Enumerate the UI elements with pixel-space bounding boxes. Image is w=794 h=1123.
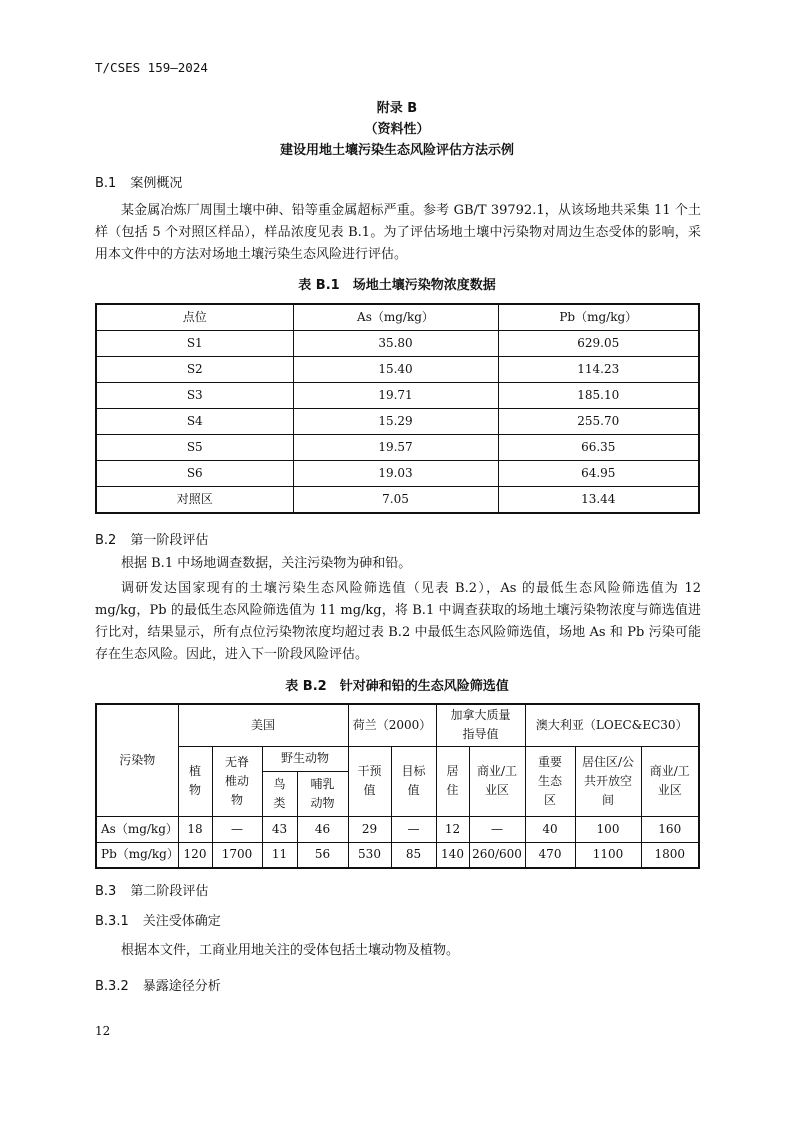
table-header-row xyxy=(96,304,699,331)
section-number: B.3.2 xyxy=(95,979,129,994)
header-residential: 居住 xyxy=(436,746,469,816)
table-cell: — xyxy=(391,816,436,842)
section-title: 第一阶段评估 xyxy=(130,533,209,548)
table-cell: 13.44 xyxy=(498,487,699,514)
table-cell: 43 xyxy=(262,816,297,842)
table-cell: 140 xyxy=(436,842,469,868)
header-intervention: 干预值 xyxy=(348,746,391,816)
table-cell: 7.05 xyxy=(293,487,498,514)
header-cell: Pb（mg/kg） xyxy=(498,304,699,331)
table-cell: S3 xyxy=(96,383,293,409)
section-title: 暴露途径分析 xyxy=(142,979,221,994)
table-cell: 12 xyxy=(436,816,469,842)
header-pollutant: 污染物 xyxy=(96,704,178,816)
table-caption: 表 B.1 场地土壤污染物浓度数据 xyxy=(298,278,496,293)
table-row xyxy=(96,816,699,842)
standard-number: T/CSES 159—2024 xyxy=(95,60,208,75)
section-heading-b31 xyxy=(95,910,221,929)
table-row xyxy=(96,383,699,409)
section-title: 第二阶段评估 xyxy=(130,884,209,899)
header-invertebrate: 无脊椎动物 xyxy=(212,746,262,816)
header-canada: 加拿大质量指导值 xyxy=(436,704,525,746)
table-cell: 对照区 xyxy=(96,487,293,514)
header-mammals: 哺乳动物 xyxy=(297,771,348,816)
section-heading-b3 xyxy=(95,880,208,899)
table-cell: 530 xyxy=(348,842,391,868)
section-title: 案例概况 xyxy=(130,176,183,191)
paragraph: 根据本文件，工商业用地关注的受体包括土壤动物及植物。 xyxy=(121,943,460,958)
table-cell: 1700 xyxy=(212,842,262,868)
table-cell: 18 xyxy=(178,816,212,842)
table-cell: S5 xyxy=(96,435,293,461)
screening-values-table xyxy=(95,703,700,869)
table-row xyxy=(96,409,699,435)
table-cell: 120 xyxy=(178,842,212,868)
header-eco-area: 重要生态区 xyxy=(525,746,575,816)
table-cell: 114.23 xyxy=(498,357,699,383)
table-cell: S6 xyxy=(96,461,293,487)
table-row xyxy=(96,842,699,868)
appendix-title: 建设用地土壤污染生态风险评估方法示例 xyxy=(279,143,514,158)
header-commercial-industrial: 商业/工业区 xyxy=(641,746,699,816)
table-cell: 85 xyxy=(391,842,436,868)
table-cell: 35.80 xyxy=(293,331,498,357)
table-cell: As（mg/kg） xyxy=(96,816,178,842)
table-cell: Pb（mg/kg） xyxy=(96,842,178,868)
table-cell: — xyxy=(469,816,525,842)
table-cell: 160 xyxy=(641,816,699,842)
paragraph: 调研发达国家现有的土壤污染生态风险筛选值（见表 B.2），As 的最低生态风险筛选值为 12 mg/kg，Pb 的最低生态风险筛选值为 11 mg/kg，将 B.1 中调查获取的场地土壤污染物浓度与筛选值进行比对，结果显示，所有点位污染物浓度均超过表 B.2 中最低生态风险筛选值，场地 As 和 Pb 污染可能存在生态风险。因此，进入下一阶段风险评估。 xyxy=(95,581,701,662)
header-cell: As（mg/kg） xyxy=(293,304,498,331)
table-cell: 629.05 xyxy=(498,331,699,357)
section-title: 关注受体确定 xyxy=(142,914,221,929)
table-cell: 11 xyxy=(262,842,297,868)
table-cell: 100 xyxy=(575,816,641,842)
table-cell: 15.29 xyxy=(293,409,498,435)
table-cell: 19.57 xyxy=(293,435,498,461)
table-cell: 66.35 xyxy=(498,435,699,461)
concentration-table xyxy=(95,303,700,514)
header-cell: 点位 xyxy=(96,304,293,331)
table-row xyxy=(96,487,699,514)
table-cell: 1100 xyxy=(575,842,641,868)
table-row xyxy=(96,461,699,487)
table-cell: 470 xyxy=(525,842,575,868)
section-number: B.3.1 xyxy=(95,914,129,929)
page-number: 12 xyxy=(95,1024,111,1038)
section-number: B.2 xyxy=(95,533,117,548)
table-cell: S2 xyxy=(96,357,293,383)
table-cell: — xyxy=(212,816,262,842)
table-cell: 46 xyxy=(297,816,348,842)
table-cell: S1 xyxy=(96,331,293,357)
table-cell: 40 xyxy=(525,816,575,842)
paragraph: 某金属冶炼厂周围土壤中砷、铅等重金属超标严重。参考 GB/T 39792.1，从该场地共采集 11 个土样（包括 5 个对照区样品），样品浓度见表 B.1。为了评估场地土壤中污染物对周边生态受体的影响，采用本文件中的方法对场地土壤污染生态风险进行评估。 xyxy=(95,203,701,262)
table-row xyxy=(96,435,699,461)
header-netherlands: 荷兰（2000） xyxy=(348,704,436,746)
table-cell: 29 xyxy=(348,816,391,842)
section-heading-b32 xyxy=(95,975,221,994)
table-row xyxy=(96,331,699,357)
appendix-nature: （资料性） xyxy=(364,122,430,137)
table-cell: 260/600 xyxy=(469,842,525,868)
table-cell: 19.71 xyxy=(293,383,498,409)
header-usa: 美国 xyxy=(178,704,348,746)
table-caption: 表 B.2 针对砷和铅的生态风险筛选值 xyxy=(285,679,509,694)
header-birds: 鸟类 xyxy=(262,771,297,816)
table-cell: 255.70 xyxy=(498,409,699,435)
table-cell: S4 xyxy=(96,409,293,435)
header-wildlife: 野生动物 xyxy=(262,746,348,771)
header-residential-public: 居住区/公共开放空间 xyxy=(575,746,641,816)
table-cell: 64.95 xyxy=(498,461,699,487)
table-row xyxy=(96,357,699,383)
table-cell: 15.40 xyxy=(293,357,498,383)
header-australia: 澳大利亚（LOEC&EC30） xyxy=(525,704,699,746)
table-cell: 56 xyxy=(297,842,348,868)
table-cell: 1800 xyxy=(641,842,699,868)
paragraph: 根据 B.1 中场地调查数据，关注污染物为砷和铅。 xyxy=(121,556,412,571)
section-number: B.3 xyxy=(95,884,117,899)
section-heading-b2 xyxy=(95,529,208,548)
appendix-label: 附录 B xyxy=(376,101,418,116)
section-heading-b1 xyxy=(95,172,182,191)
header-commercial: 商业/工业区 xyxy=(469,746,525,816)
header-plant: 植物 xyxy=(178,746,212,816)
section-number: B.1 xyxy=(95,176,117,191)
table-cell: 19.03 xyxy=(293,461,498,487)
header-target: 目标值 xyxy=(391,746,436,816)
table-cell: 185.10 xyxy=(498,383,699,409)
